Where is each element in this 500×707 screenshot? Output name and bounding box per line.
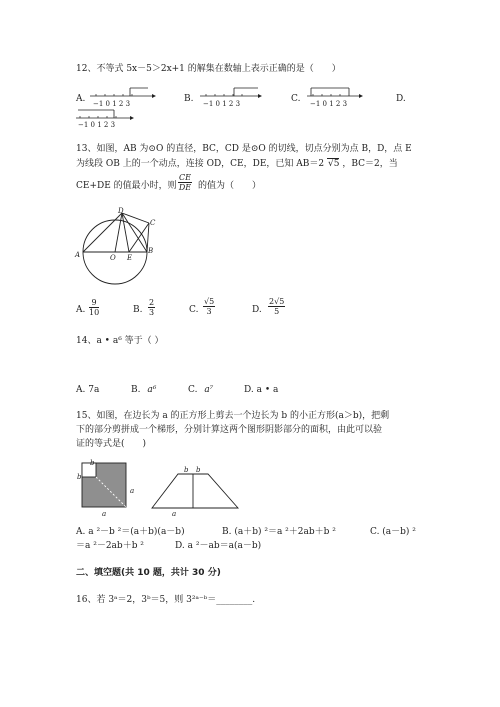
q15-line3: 证的等式是( ) — [76, 439, 147, 449]
q13-line3a: CE+DE 的值最小时，则 — [76, 181, 177, 191]
q13-fraction: $\frac{CE}{DE}$ — [178, 173, 192, 192]
q13-option-c-frac: $\frac{√5}{3}$ — [204, 297, 215, 316]
q12-option-d-label: D. — [396, 94, 406, 104]
q13-option-d-label: D. — [252, 305, 262, 315]
q15-label-b-top: b — [90, 459, 95, 467]
q13-option-a-label: A. — [76, 305, 86, 315]
section-fill-in-title: 二、填空题(共 10 题，共计 30 分) — [76, 568, 221, 578]
q13-sqrt: √5 — [328, 159, 340, 169]
q13-line2: 为线段 OB 上的一个动点，连接 OD，CE，DE，已知 AB＝2 √5 ，BC＝2，当 — [76, 159, 398, 169]
q13-line1: 13、如图，AB 为⊙O 的直径，BC，CD 是⊙O 的切线，切点分别为点 B，D，点 E — [76, 144, 412, 154]
q13-label-d: D — [118, 207, 124, 215]
q13-label-e: E — [127, 254, 133, 262]
q14-option-d: D. a • a — [244, 385, 279, 395]
q13-option-b-frac: $\frac{2}{3}$ — [149, 298, 155, 317]
q15-line2: 下的部分剪拼成一个梯形，分别计算这两个图形阴影部分的面积，由此可以验 — [76, 425, 383, 435]
q15-option-d: D. a ²－ab＝a(a－b) — [175, 541, 262, 551]
q14-option-c: C. a⁷ — [188, 385, 214, 395]
q15-option-c-cont: ＝a ²－2ab＋b ² — [76, 541, 144, 551]
q13-option-c-label: C. — [189, 305, 199, 315]
q15-square-figure — [82, 463, 135, 513]
q13-option-d-frac: $\frac{2√5}{5}$ — [269, 297, 285, 316]
q15-label-b-trap2: b — [196, 466, 201, 474]
q14-option-b: B. a⁶ — [131, 385, 157, 395]
q15-option-a: A. a ²－b ²＝(a＋b)(a－b) — [76, 527, 185, 537]
q13-label-b: B — [148, 247, 154, 255]
q12-ticks-a: −1 0 1 2 3 — [93, 100, 131, 108]
q15-label-b-left: b — [77, 473, 82, 481]
q15-label-b-trap1: b — [184, 466, 189, 474]
q12-option-c-label: C. — [291, 94, 301, 104]
q15-label-a-trap: a — [172, 510, 177, 518]
q12-option-a-label: A. — [76, 94, 86, 104]
q12-stem: 12、不等式 5x－5＞2x+1 的解集在数轴上表示正确的是（ ） — [76, 64, 341, 74]
q15-trapezoid-figure — [150, 470, 245, 512]
q15-line1: 15、如图，在边长为 a 的正方形上剪去一个边长为 b 的小正方形(a＞b)，把剩 — [76, 411, 390, 421]
q15-option-c: C. (a－b) ² — [370, 527, 416, 537]
q14-stem: 14、a • a⁶ 等于（ ） — [76, 336, 164, 346]
q15-option-b: B. (a＋b) ²＝a ²＋2ab＋b ² — [222, 527, 336, 537]
q16-stem: 16、若 3ᵃ＝2，3ᵇ＝5，则 3²ᵃ⁻ᵇ＝________. — [76, 595, 256, 605]
q13-option-b-label: B. — [133, 305, 143, 315]
q12-option-b-label: B. — [184, 94, 194, 104]
q14-option-a: A. 7a — [76, 385, 100, 395]
q13-label-o: O — [110, 254, 116, 262]
q13-line3b: 的值为（ ） — [198, 181, 262, 191]
q12-ticks-d: −1 0 1 2 3 — [78, 121, 116, 129]
q15-label-a-bottom: a — [102, 510, 107, 518]
q12-ticks-b: −1 0 1 2 3 — [203, 100, 241, 108]
q15-label-a-right: a — [130, 487, 135, 495]
q13-label-c: C — [150, 219, 156, 227]
q12-ticks-c: −1 0 1 2 3 — [310, 100, 348, 108]
q13-label-a: A — [75, 251, 81, 259]
q13-option-a-frac: $\frac{9}{10}$ — [89, 298, 100, 317]
